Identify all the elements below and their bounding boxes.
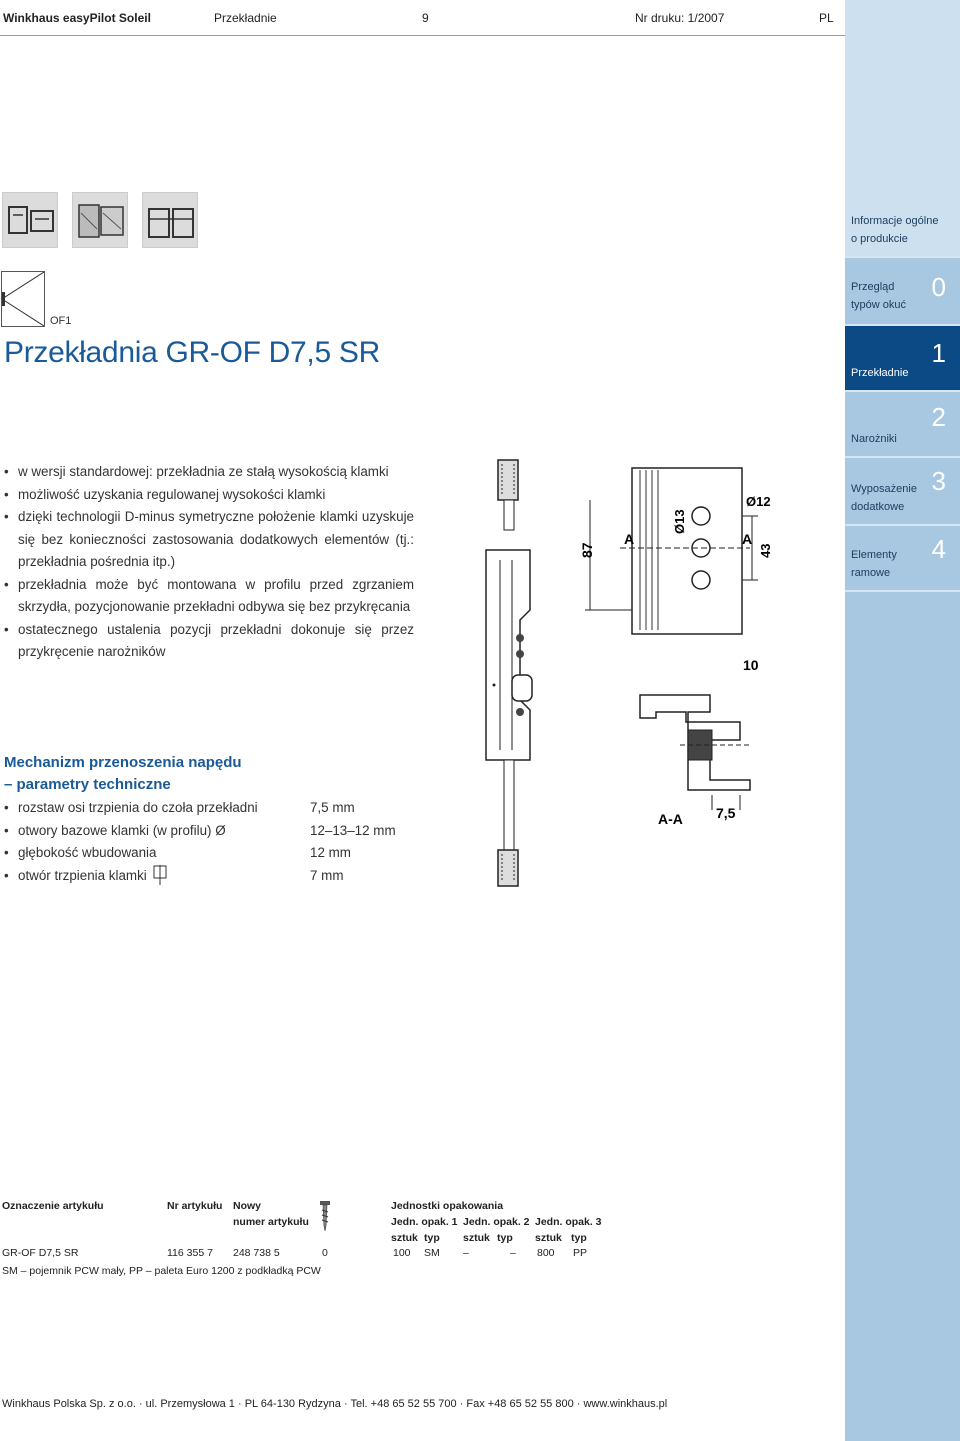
mechanism-heading: Mechanizm przenoszenia napędu – parametry techniczne <box>4 754 242 793</box>
page-header <box>0 0 845 36</box>
list-item: • dzięki technologii D-minus symetryczne położenie klamki uzyskuje się bez konieczności zastosowania dodatkowych elementów (tj.: przekładnia pośrednia itp.) <box>4 506 414 574</box>
table-note: SM – pojemnik PCW mały, PP – paleta Euro 1200 z podkładką PCW <box>2 1265 321 1277</box>
screw-icon <box>318 1200 332 1232</box>
list-item: • otwór trzpienia klamki 7 mm <box>4 865 424 888</box>
nav-item-wyposazenie[interactable]: Wyposażenie dodatkowe 3 <box>845 458 960 524</box>
page-title: Przekładnia GR-OF D7,5 SR <box>4 336 380 369</box>
list-item: • rozstaw osi trzpienia do czoła przekładni 7,5 mm <box>4 797 424 820</box>
list-item: • ostatecznego ustalenia pozycji przekładni dokonuje się przez przykręcenie narożników <box>4 619 414 664</box>
dim-diameter-13: Ø13 <box>672 509 687 534</box>
list-item: • w wersji standardowej: przekładnia ze stałą wysokością klamki <box>4 461 414 484</box>
list-item: • możliwość uzyskania regulowanej wysokości klamki <box>4 484 414 507</box>
section-label: A-A <box>658 811 683 827</box>
dim-a-left: A <box>624 531 635 547</box>
dim-diameter-12: Ø12 <box>746 494 771 509</box>
technical-drawing <box>440 450 780 890</box>
square-spindle-icon <box>153 865 167 885</box>
nav-item-przeglad[interactable]: Przegląd typów okuć 0 <box>845 258 960 324</box>
profile-thumbnail-1 <box>2 192 58 248</box>
dim-a-right: A <box>742 531 753 547</box>
feature-list <box>4 461 414 664</box>
profile-thumbnail-2 <box>72 192 128 248</box>
list-item: • otwory bazowe klamki (w profilu) Ø 12–13–12 mm <box>4 820 424 843</box>
language-code: PL <box>819 11 834 25</box>
print-number: Nr druku: 1/2007 <box>635 11 725 25</box>
nav-item-informacje[interactable]: Informacje ogólne o produkcie <box>845 192 960 256</box>
list-item: • przekładnia może być montowana w profilu przed zgrzaniem skrzydła, pozycjonowanie przekładni odbywa się bez przykręcania <box>4 574 414 619</box>
page-footer: Winkhaus Polska Sp. z o.o. · ul. Przemysłowa 1 · PL 64-130 Rydzyna · Tel. +48 65 52 55 700 · Fax +48 65 52 55 800 · www.winkhaus.pl <box>2 1398 668 1410</box>
dim-10: 10 <box>743 657 759 673</box>
profile-thumbnail-3 <box>142 192 198 248</box>
list-item: • głębokość wbudowania 12 mm <box>4 842 424 865</box>
dim-43: 43 <box>758 543 773 558</box>
of1-label: OF1 <box>50 315 72 327</box>
page-number: 9 <box>422 11 429 25</box>
parameter-list <box>4 797 424 887</box>
nav-item-elementy[interactable]: Elementy ramowe 4 <box>845 526 960 590</box>
dim-87: 87 <box>579 542 595 558</box>
nav-item-narozniki[interactable]: Narożniki 2 <box>845 392 960 456</box>
nav-item-przekladnie[interactable]: Przekładnie 1 <box>845 326 960 390</box>
section-name: Przekładnie <box>214 11 277 25</box>
of1-symbol <box>1 271 45 327</box>
chapter-sidebar <box>845 0 960 1441</box>
dim-7-5: 7,5 <box>716 805 736 821</box>
brand-name: Winkhaus easyPilot Soleil <box>3 11 151 25</box>
